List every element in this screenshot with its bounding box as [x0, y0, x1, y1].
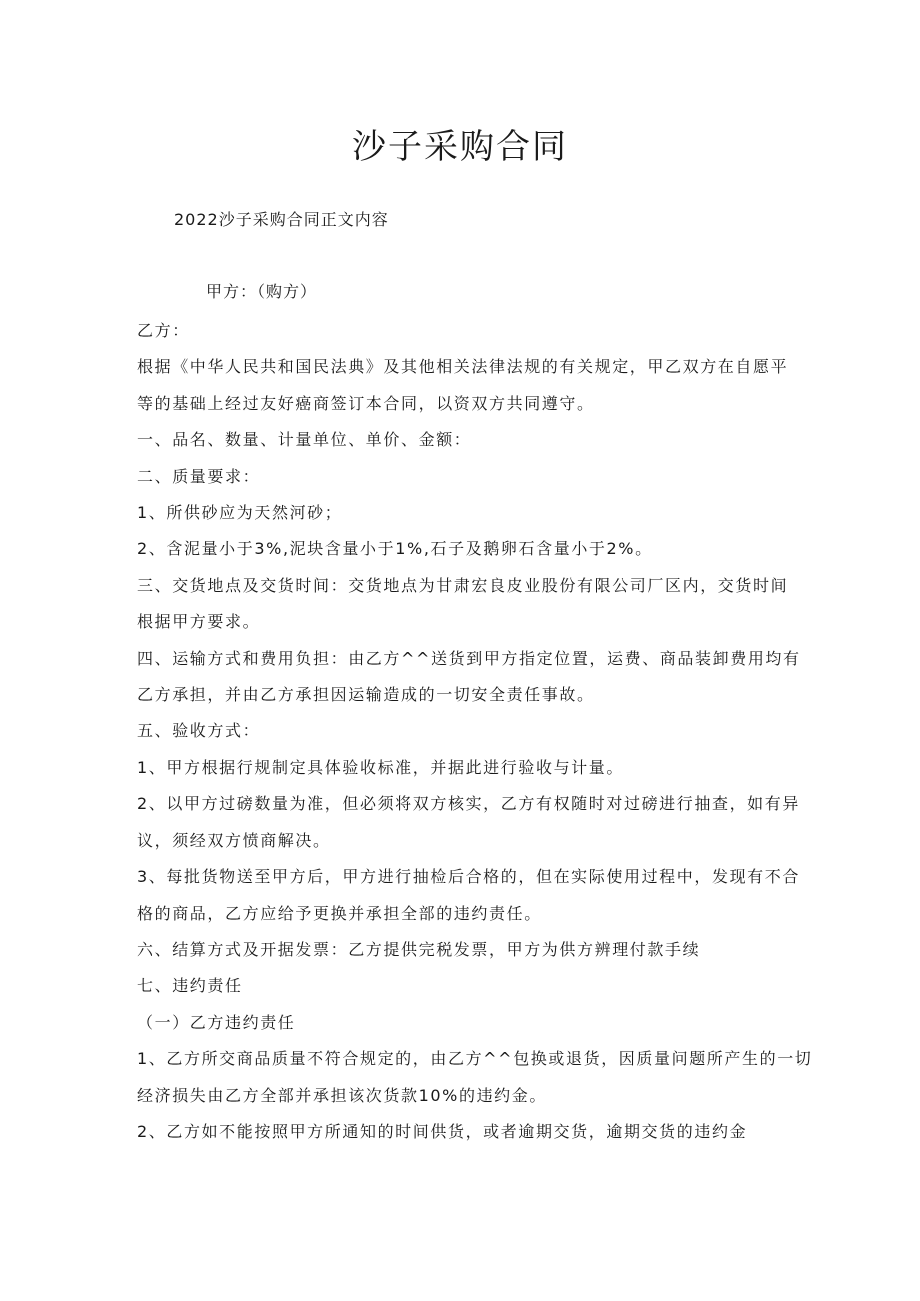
text-line: 1、乙方所交商品质量不符合规定的，由乙方^^包换或退货，因质量问题所产生的一切 — [137, 1049, 813, 1069]
text-line: 1、所供砂应为天然河砂； — [137, 503, 343, 523]
text-line: 经济损失由乙方全部并承担该次货款10%的违约金。 — [137, 1085, 547, 1105]
text-line: 格的商品，乙方应给予更换并承担全部的违约责任。 — [137, 903, 542, 923]
text-line: 五、验收方式： — [137, 721, 261, 741]
text-line: 3、每批货物送至甲方后，甲方进行抽检后合格的，但在实际使用过程中，发现有不合 — [137, 867, 800, 887]
text-line: 2、以甲方过磅数量为准，但必须将双方核实，乙方有权随时对过磅进行抽查，如有异 — [137, 794, 800, 814]
text-line: 三、交货地点及交货时间：交货地点为甘肃宏良皮业股份有限公司厂区内，交货时间 — [137, 575, 789, 595]
text-line: 根据甲方要求。 — [137, 612, 261, 632]
text-line: 七、违约责任 — [137, 976, 243, 996]
text-line: 四、运输方式和费用负担：由乙方^^送货到甲方指定位置，运费、商品装卸费用均有 — [137, 648, 801, 668]
party-a-line: 甲方：（购方） — [206, 282, 318, 301]
text-line: 2、含泥量小于3%,泥块含量小于1%,石子及鹅卵石含量小于2%。 — [137, 539, 653, 559]
text-line: 二、质量要求： — [137, 466, 261, 486]
contract-body — [137, 313, 813, 1150]
document-subtitle: 2022沙子采购合同正文内容 — [174, 210, 389, 229]
text-line: 1、甲方根据行规制定具体验收标准，并据此进行验收与计量。 — [137, 757, 624, 777]
page-title: 沙子采购合同 — [352, 127, 568, 167]
text-line: 根据《中华人民共和国民法典》及其他相关法律法规的有关规定，甲乙双方在自愿平 — [137, 357, 789, 377]
text-line: （一）乙方违约责任 — [137, 1012, 296, 1032]
text-line: 六、结算方式及开据发票：乙方提供完税发票，甲方为供方辨理付款手续 — [137, 939, 701, 959]
text-line: 乙方： — [137, 321, 190, 340]
text-line: 一、品名、数量、计量单位、单价、金额： — [137, 430, 472, 450]
text-line: 2、乙方如不能按照甲方所通知的时间供货，或者逾期交货，逾期交货的违约金 — [137, 1121, 748, 1141]
text-line: 议，须经双方愤商解决。 — [137, 830, 331, 850]
text-line: 等的基础上经过友好癌商签订本合同，以资双方共同遵守。 — [137, 393, 595, 413]
text-line: 乙方承担，并由乙方承担因运输造成的一切安全责任事故。 — [137, 685, 595, 705]
